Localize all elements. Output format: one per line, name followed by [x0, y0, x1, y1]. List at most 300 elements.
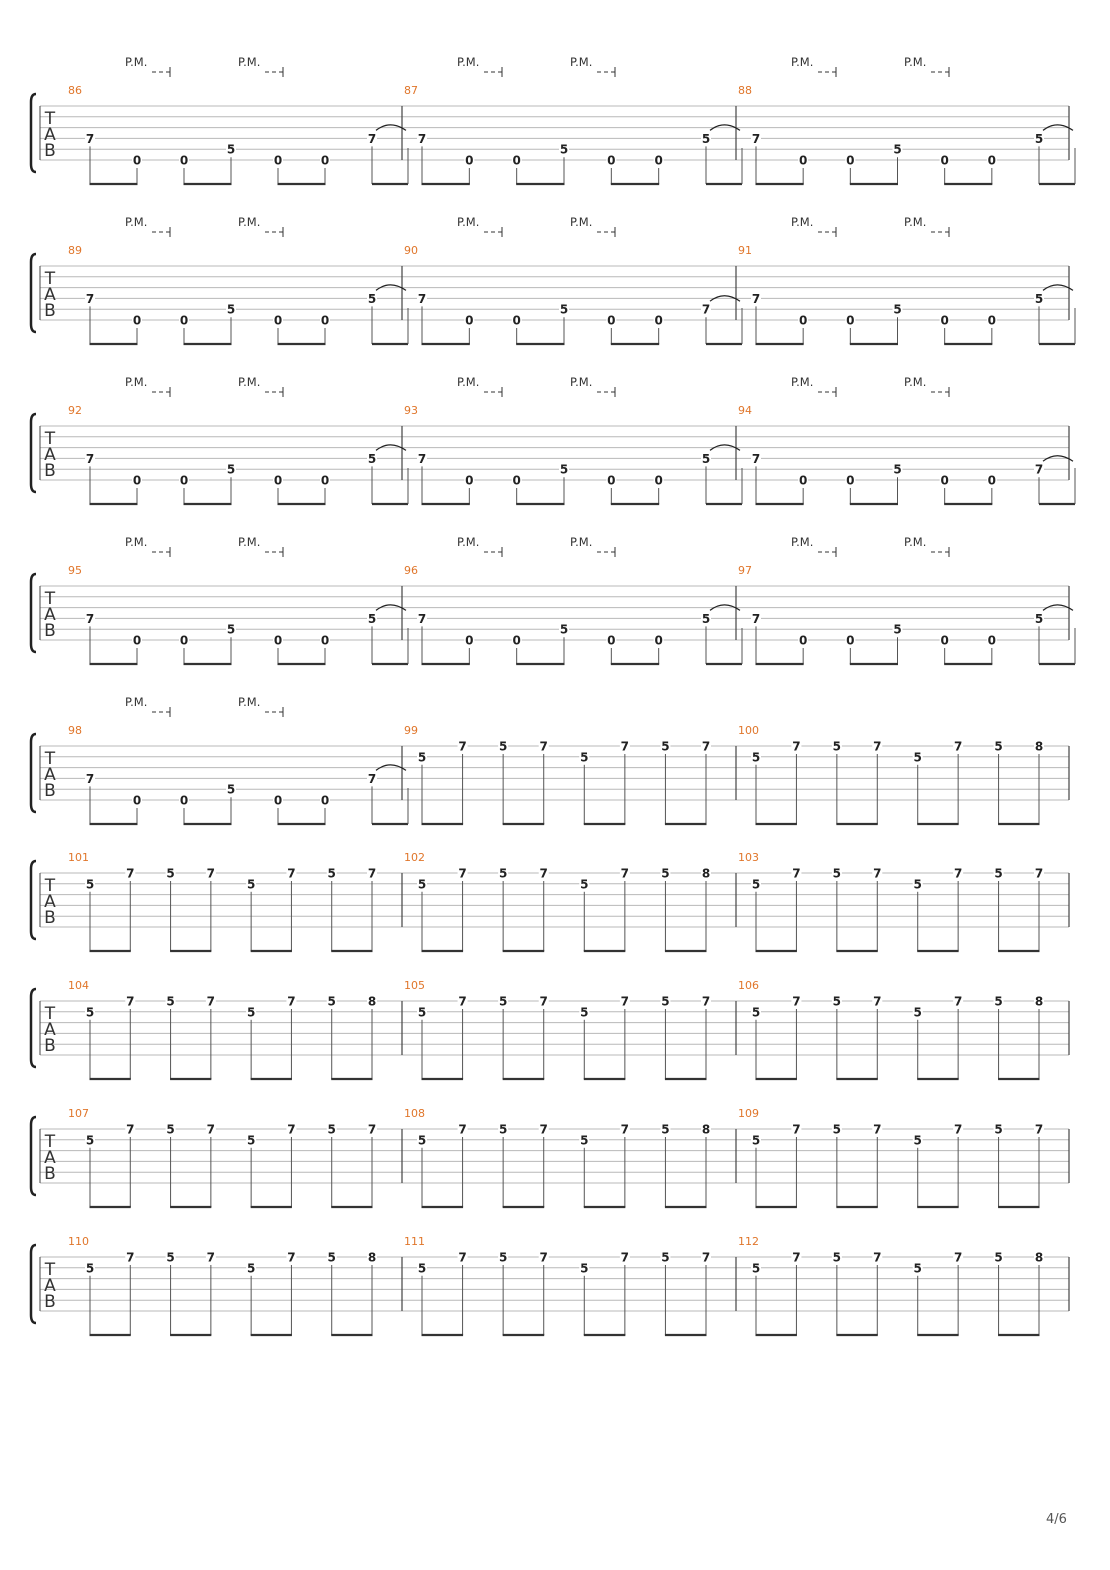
palm-mute-label: P.M. [125, 55, 148, 69]
fret-number: 5 [327, 1250, 336, 1265]
fret-number: 5 [498, 866, 508, 881]
fret-number: 0 [465, 633, 474, 648]
fret-number: 7 [751, 451, 761, 466]
measure-number: 87 [404, 84, 418, 97]
measure-number: 92 [68, 404, 82, 417]
fret-number: 5 [85, 877, 95, 892]
fret-number: 5 [559, 302, 569, 317]
measure-number: 107 [68, 1107, 89, 1120]
fret-number: 0 [132, 633, 142, 648]
fret-number: 7 [701, 994, 711, 1009]
fret-number: 5 [367, 611, 377, 626]
palm-mute-label: P.M. [570, 375, 593, 389]
palm-mute-label: P.M. [238, 55, 261, 69]
tab-clef-letter: A [44, 605, 56, 625]
fret-number: 5 [913, 750, 922, 765]
tab-clef-letter: T [44, 1004, 56, 1024]
fret-number: 7 [620, 866, 630, 881]
fret-number: 0 [179, 793, 189, 808]
fret-number: 7 [539, 994, 548, 1009]
fret-number: 0 [465, 473, 474, 488]
page-number: 4/6 [1046, 1512, 1067, 1527]
fret-number: 5 [246, 1005, 256, 1020]
palm-mute-label: P.M. [570, 55, 593, 69]
palm-mute-label: P.M. [904, 535, 927, 549]
measure-number: 112 [738, 1235, 759, 1248]
fret-number: 0 [179, 153, 189, 168]
fret-number: 0 [798, 313, 808, 328]
palm-mute-label: P.M. [457, 55, 480, 69]
fret-number: 7 [458, 739, 467, 754]
fret-number: 0 [846, 153, 855, 168]
fret-number: 7 [751, 611, 761, 626]
system-bracket [31, 1245, 36, 1323]
fret-number: 0 [273, 633, 283, 648]
tab-system [31, 55, 1075, 184]
fret-number: 0 [607, 473, 616, 488]
measure-number: 102 [404, 851, 425, 864]
fret-number: 5 [498, 1122, 508, 1137]
palm-mute-label: P.M. [904, 215, 927, 229]
tab-clef-letter: A [44, 445, 56, 465]
fret-number: 7 [751, 291, 761, 306]
fret-number: 8 [367, 994, 377, 1009]
fret-number: 5 [751, 750, 761, 765]
fret-number: 7 [85, 611, 95, 626]
fret-number: 5 [751, 877, 761, 892]
fret-number: 0 [320, 313, 330, 328]
fret-number: 7 [953, 1250, 963, 1265]
fret-number: 5 [994, 866, 1003, 881]
fret-number: 7 [367, 131, 377, 146]
fret-number: 7 [417, 131, 427, 146]
fret-number: 0 [465, 153, 474, 168]
measure-number: 91 [738, 244, 752, 257]
fret-number: 0 [273, 153, 283, 168]
tab-clef-letter: T [44, 1260, 56, 1280]
measure-number: 96 [404, 564, 418, 577]
fret-number: 5 [498, 739, 508, 754]
fret-number: 8 [367, 1250, 377, 1265]
fret-number: 7 [367, 866, 377, 881]
tab-system [31, 851, 1069, 951]
palm-mute-label: P.M. [125, 215, 148, 229]
palm-mute-label: P.M. [791, 215, 814, 229]
measure-number: 89 [68, 244, 82, 257]
tab-clef-letter: B [44, 908, 56, 928]
fret-number: 5 [661, 1122, 670, 1137]
palm-mute-label: P.M. [238, 535, 261, 549]
measure-number: 103 [738, 851, 759, 864]
fret-number: 5 [832, 739, 842, 754]
fret-number: 0 [987, 153, 997, 168]
fret-number: 5 [994, 739, 1003, 754]
fret-number: 7 [953, 994, 963, 1009]
system-bracket [31, 734, 36, 812]
fret-number: 5 [85, 1005, 95, 1020]
fret-number: 7 [458, 994, 467, 1009]
fret-number: 5 [417, 1261, 427, 1276]
palm-mute-label: P.M. [791, 55, 814, 69]
fret-number: 0 [798, 473, 808, 488]
measure-number: 99 [404, 724, 418, 737]
fret-number: 0 [987, 473, 997, 488]
fret-number: 7 [85, 771, 95, 786]
fret-number: 7 [620, 739, 630, 754]
fret-number: 5 [913, 1261, 922, 1276]
fret-number: 7 [367, 771, 377, 786]
fret-number: 5 [246, 1261, 256, 1276]
fret-number: 5 [701, 451, 711, 466]
fret-number: 5 [580, 1133, 589, 1148]
fret-number: 7 [620, 1250, 630, 1265]
fret-number: 0 [654, 473, 663, 488]
fret-number: 7 [1034, 1122, 1044, 1137]
tab-clef-letter: T [44, 429, 56, 449]
fret-number: 5 [246, 877, 256, 892]
measure-number: 109 [738, 1107, 759, 1120]
fret-number: 7 [85, 131, 95, 146]
fret-number: 5 [661, 866, 670, 881]
fret-number: 7 [206, 994, 216, 1009]
system-bracket [31, 574, 36, 652]
fret-number: 7 [539, 739, 548, 754]
fret-number: 0 [987, 313, 997, 328]
system-bracket [31, 861, 36, 939]
fret-number: 0 [940, 633, 949, 648]
measure-number: 97 [738, 564, 752, 577]
system-bracket [31, 254, 36, 332]
fret-number: 5 [751, 1133, 761, 1148]
fret-number: 5 [661, 739, 670, 754]
fret-number: 5 [559, 142, 569, 157]
fret-number: 5 [751, 1261, 761, 1276]
palm-mute-label: P.M. [457, 215, 480, 229]
fret-number: 5 [166, 994, 175, 1009]
fret-number: 5 [417, 1133, 427, 1148]
palm-mute-label: P.M. [791, 535, 814, 549]
measure-number: 101 [68, 851, 89, 864]
fret-number: 7 [792, 866, 801, 881]
measure-number: 100 [738, 724, 759, 737]
measure-number: 111 [404, 1235, 425, 1248]
fret-number: 7 [206, 1122, 216, 1137]
tab-clef-letter: B [44, 1036, 56, 1056]
fret-number: 0 [273, 793, 283, 808]
fret-number: 8 [1034, 994, 1044, 1009]
fret-number: 5 [166, 1250, 175, 1265]
fret-number: 5 [1034, 291, 1044, 306]
fret-number: 7 [417, 291, 427, 306]
fret-number: 7 [539, 866, 548, 881]
fret-number: 0 [179, 473, 189, 488]
tab-clef-letter: B [44, 461, 56, 481]
fret-number: 5 [913, 877, 922, 892]
measure-number: 108 [404, 1107, 425, 1120]
fret-number: 5 [701, 131, 711, 146]
fret-number: 5 [85, 1261, 95, 1276]
fret-number: 5 [832, 1122, 842, 1137]
measure-number: 86 [68, 84, 82, 97]
fret-number: 7 [1034, 462, 1044, 477]
fret-number: 7 [539, 1250, 548, 1265]
tab-clef-letter: T [44, 269, 56, 289]
tab-clef-letter: B [44, 621, 56, 641]
measure-number: 95 [68, 564, 82, 577]
fret-number: 5 [166, 1122, 175, 1137]
fret-number: 5 [832, 994, 842, 1009]
tab-clef-letter: B [44, 781, 56, 801]
fret-number: 5 [994, 1122, 1003, 1137]
tab-system [31, 695, 1069, 824]
fret-number: 5 [1034, 611, 1044, 626]
fret-number: 7 [751, 131, 761, 146]
fret-number: 7 [953, 739, 963, 754]
fret-number: 0 [607, 633, 616, 648]
fret-number: 5 [498, 994, 508, 1009]
tab-clef-letter: A [44, 1276, 56, 1296]
fret-number: 5 [994, 994, 1003, 1009]
fret-number: 0 [320, 793, 330, 808]
tab-clef-letter: T [44, 1132, 56, 1152]
tab-system [31, 375, 1075, 504]
fret-number: 7 [126, 1250, 135, 1265]
fret-number: 5 [417, 1005, 427, 1020]
measure-number: 110 [68, 1235, 89, 1248]
measure-number: 104 [68, 979, 89, 992]
tab-clef-letter: B [44, 141, 56, 161]
fret-number: 7 [620, 994, 630, 1009]
fret-number: 5 [327, 1122, 336, 1137]
fret-number: 7 [953, 866, 963, 881]
fret-number: 5 [580, 750, 589, 765]
fret-number: 7 [287, 866, 296, 881]
fret-number: 7 [1034, 866, 1044, 881]
fret-number: 7 [287, 1122, 296, 1137]
fret-number: 0 [654, 633, 663, 648]
fret-number: 5 [580, 1005, 589, 1020]
fret-number: 5 [701, 611, 711, 626]
fret-number: 0 [320, 153, 330, 168]
fret-number: 7 [417, 451, 427, 466]
palm-mute-label: P.M. [904, 55, 927, 69]
fret-number: 7 [873, 994, 882, 1009]
system-bracket [31, 989, 36, 1067]
fret-number: 0 [179, 313, 189, 328]
tab-clef-letter: T [44, 876, 56, 896]
fret-number: 5 [559, 462, 569, 477]
tab-clef-letter: T [44, 109, 56, 129]
tab-clef-letter: A [44, 285, 56, 305]
system-bracket [31, 414, 36, 492]
tab-clef-letter: A [44, 765, 56, 785]
tab-system [31, 1235, 1069, 1335]
fret-number: 5 [327, 994, 336, 1009]
tab-clef-letter: B [44, 301, 56, 321]
measure-number: 88 [738, 84, 752, 97]
fret-number: 0 [179, 633, 189, 648]
fret-number: 7 [620, 1122, 630, 1137]
fret-number: 5 [580, 1261, 589, 1276]
palm-mute-label: P.M. [570, 535, 593, 549]
fret-number: 7 [458, 1122, 467, 1137]
palm-mute-label: P.M. [570, 215, 593, 229]
fret-number: 5 [751, 1005, 761, 1020]
fret-number: 5 [893, 142, 902, 157]
fret-number: 5 [893, 462, 902, 477]
fret-number: 7 [417, 611, 427, 626]
fret-number: 0 [512, 473, 521, 488]
fret-number: 0 [132, 313, 142, 328]
fret-number: 5 [913, 1005, 922, 1020]
fret-number: 7 [792, 1122, 801, 1137]
fret-number: 8 [701, 866, 711, 881]
tab-system [31, 1107, 1069, 1207]
system-bracket [31, 1117, 36, 1195]
measure-number: 106 [738, 979, 759, 992]
fret-number: 0 [273, 473, 283, 488]
fret-number: 7 [792, 994, 801, 1009]
palm-mute-label: P.M. [125, 375, 148, 389]
fret-number: 7 [458, 1250, 467, 1265]
fret-number: 7 [126, 994, 135, 1009]
fret-number: 0 [987, 633, 997, 648]
fret-number: 0 [654, 153, 663, 168]
fret-number: 0 [846, 313, 855, 328]
fret-number: 0 [940, 473, 949, 488]
tab-system [31, 979, 1069, 1079]
fret-number: 7 [206, 1250, 216, 1265]
tab-clef-letter: A [44, 1020, 56, 1040]
fret-number: 5 [1034, 131, 1044, 146]
fret-number: 0 [132, 793, 142, 808]
measure-number: 98 [68, 724, 82, 737]
fret-number: 5 [832, 1250, 842, 1265]
tab-clef-letter: A [44, 1148, 56, 1168]
fret-number: 7 [126, 866, 135, 881]
tab-clef-letter: T [44, 589, 56, 609]
fret-number: 5 [893, 302, 902, 317]
palm-mute-label: P.M. [125, 695, 148, 709]
fret-number: 5 [85, 1133, 95, 1148]
fret-number: 7 [873, 866, 882, 881]
fret-number: 5 [166, 866, 175, 881]
fret-number: 7 [792, 739, 801, 754]
fret-number: 7 [85, 451, 95, 466]
fret-number: 0 [940, 313, 949, 328]
fret-number: 0 [940, 153, 949, 168]
fret-number: 5 [226, 142, 236, 157]
fret-number: 0 [512, 313, 521, 328]
fret-number: 5 [417, 750, 427, 765]
fret-number: 5 [559, 622, 569, 637]
palm-mute-label: P.M. [238, 215, 261, 229]
fret-number: 7 [287, 1250, 296, 1265]
fret-number: 5 [246, 1133, 256, 1148]
palm-mute-label: P.M. [125, 535, 148, 549]
fret-number: 5 [661, 1250, 670, 1265]
fret-number: 5 [893, 622, 902, 637]
fret-number: 7 [367, 1122, 377, 1137]
fret-number: 8 [1034, 1250, 1044, 1265]
fret-number: 5 [226, 302, 236, 317]
system-bracket [31, 94, 36, 172]
fret-number: 5 [498, 1250, 508, 1265]
measure-number: 93 [404, 404, 418, 417]
fret-number: 0 [320, 473, 330, 488]
tab-clef-letter: A [44, 892, 56, 912]
fret-number: 0 [846, 633, 855, 648]
fret-number: 7 [85, 291, 95, 306]
fret-number: 0 [846, 473, 855, 488]
palm-mute-label: P.M. [457, 535, 480, 549]
fret-number: 5 [580, 877, 589, 892]
fret-number: 7 [701, 302, 711, 317]
fret-number: 0 [798, 633, 808, 648]
fret-number: 0 [798, 153, 808, 168]
fret-number: 0 [132, 473, 142, 488]
fret-number: 7 [126, 1122, 135, 1137]
tab-system [31, 215, 1075, 344]
fret-number: 7 [206, 866, 216, 881]
fret-number: 0 [512, 633, 521, 648]
fret-number: 0 [465, 313, 474, 328]
fret-number: 7 [458, 866, 467, 881]
fret-number: 0 [654, 313, 663, 328]
fret-number: 5 [367, 451, 377, 466]
fret-number: 5 [661, 994, 670, 1009]
fret-number: 0 [607, 313, 616, 328]
palm-mute-label: P.M. [791, 375, 814, 389]
palm-mute-label: P.M. [904, 375, 927, 389]
fret-number: 7 [873, 1122, 882, 1137]
fret-number: 5 [226, 622, 236, 637]
fret-number: 5 [226, 462, 236, 477]
palm-mute-label: P.M. [238, 695, 261, 709]
fret-number: 5 [367, 291, 377, 306]
tab-clef-letter: B [44, 1164, 56, 1184]
measure-number: 90 [404, 244, 418, 257]
fret-number: 7 [701, 1250, 711, 1265]
fret-number: 0 [320, 633, 330, 648]
fret-number: 7 [539, 1122, 548, 1137]
tab-clef-letter: A [44, 125, 56, 145]
measure-number: 94 [738, 404, 752, 417]
fret-number: 7 [701, 739, 711, 754]
fret-number: 5 [226, 782, 236, 797]
fret-number: 0 [607, 153, 616, 168]
palm-mute-label: P.M. [457, 375, 480, 389]
tab-clef-letter: B [44, 1292, 56, 1312]
fret-number: 5 [327, 866, 336, 881]
fret-number: 7 [873, 739, 882, 754]
fret-number: 5 [994, 1250, 1003, 1265]
tab-system [31, 535, 1075, 664]
fret-number: 5 [417, 877, 427, 892]
fret-number: 0 [512, 153, 521, 168]
fret-number: 7 [873, 1250, 882, 1265]
fret-number: 7 [287, 994, 296, 1009]
fret-number: 0 [273, 313, 283, 328]
fret-number: 0 [132, 153, 142, 168]
fret-number: 5 [832, 866, 842, 881]
fret-number: 5 [913, 1133, 922, 1148]
fret-number: 8 [701, 1122, 711, 1137]
palm-mute-label: P.M. [238, 375, 261, 389]
fret-number: 7 [953, 1122, 963, 1137]
tab-clef-letter: T [44, 749, 56, 769]
fret-number: 7 [792, 1250, 801, 1265]
